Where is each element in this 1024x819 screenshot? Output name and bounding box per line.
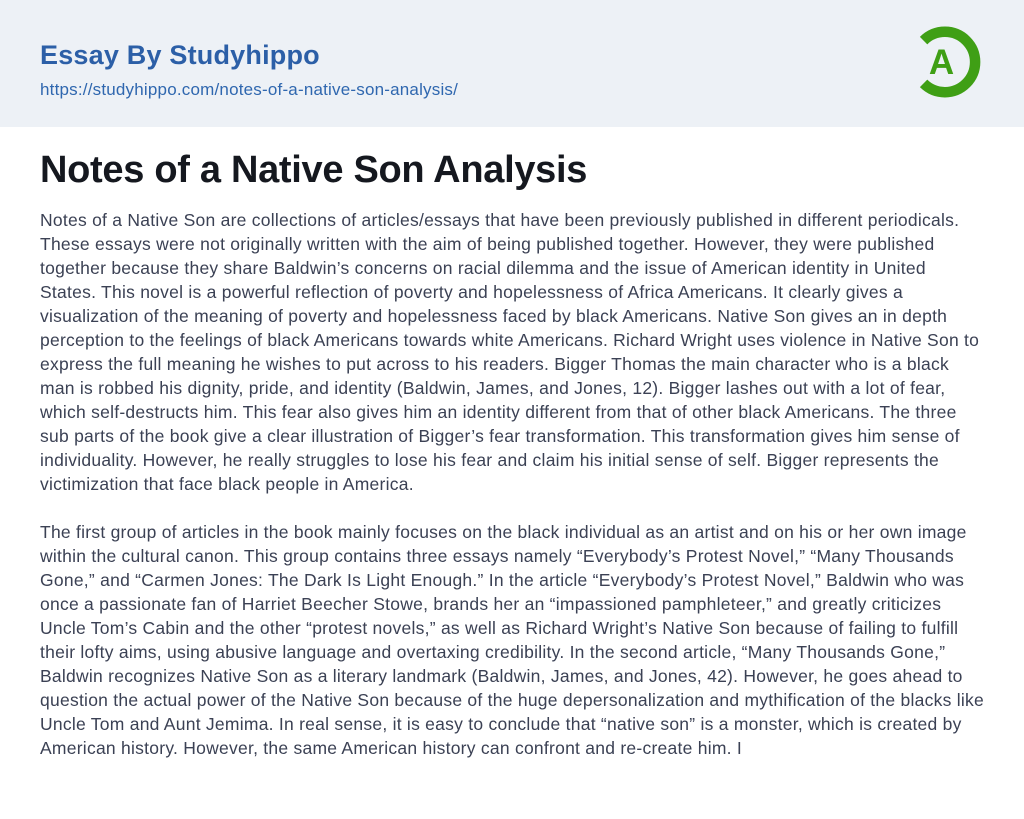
article-paragraph-2: The first group of articles in the book mainly focuses on the black individual as an artist and on his or her own image within the cultural canon. This group contains three essays namely “Everybody’s Protest Novel,” “Many Thousands Gone,” and “Carmen Jones: The Dark Is Light Enough.” In the article “Everybody’s Protest Novel,” Baldwin who was once a passionate fan of Harriet Beecher Stowe, brands her an “impassioned pamphleteer,” and greatly criticizes Uncle Tom’s Cabin and the other “protest novels,” as well as Richard Wright’s Native Son because of failing to fulfill their lofty aims, using abusive language and overtaxing credibility. In the second article, “Many Thousands Gone,” Baldwin recognizes Native Son as a literary landmark (Baldwin, James, and Jones, 42). However, he goes ahead to question the actual power of the Native Son because of the huge depersonalization and mythification of the blacks like Uncle Tom and Aunt Jemima. In real sense, it is easy to conclude that “native son” is a monster, which is created by American history. However, the same American history can confront and re-create him. I <box>40 521 984 758</box>
page-header <box>0 0 1024 127</box>
article <box>0 149 1024 760</box>
page-url-link[interactable]: https://studyhippo.com/notes-of-a-native-son-analysis/ <box>40 79 459 99</box>
header-text-block <box>40 0 458 100</box>
a-circle-logo-icon <box>907 24 983 100</box>
article-paragraph-1: Notes of a Native Son are collections of articles/essays that have been previously published in different periodicals. These essays were not originally written with the aim of being published together. However, they were published together because they share Baldwin’s concerns on racial dilemma and the issue of American identity in United States. This novel is a powerful reflection of poverty and hopelessness of Africa Americans. It clearly gives a visualization of the meaning of poverty and hopelessness faced by black Americans. Native Son gives an in depth perception to the feelings of black Americans towards white Americans. Richard Wright uses violence in Native Son to express the full meaning he wishes to put across to his readers. Bigger Thomas the main character who is a black man is robbed his dignity, pride, and identity (Baldwin, James, and Jones, 12). Bigger lashes out with a lot of fear, which self-destructs him. This fear also gives him an identity different from that of other black Americans. The three sub parts of the book give a clear illustration of Bigger’s fear transformation. This transformation gives him sense of individuality. However, he really struggles to lose his fear and claim his initial sense of self. Bigger represents the victimization that face black people in America. <box>40 209 980 494</box>
article-title: Notes of a Native Son Analysis <box>40 149 588 191</box>
byline: Essay By Studyhippo <box>40 40 320 70</box>
studyhippo-logo <box>907 24 983 100</box>
logo-letter: A <box>928 43 955 82</box>
